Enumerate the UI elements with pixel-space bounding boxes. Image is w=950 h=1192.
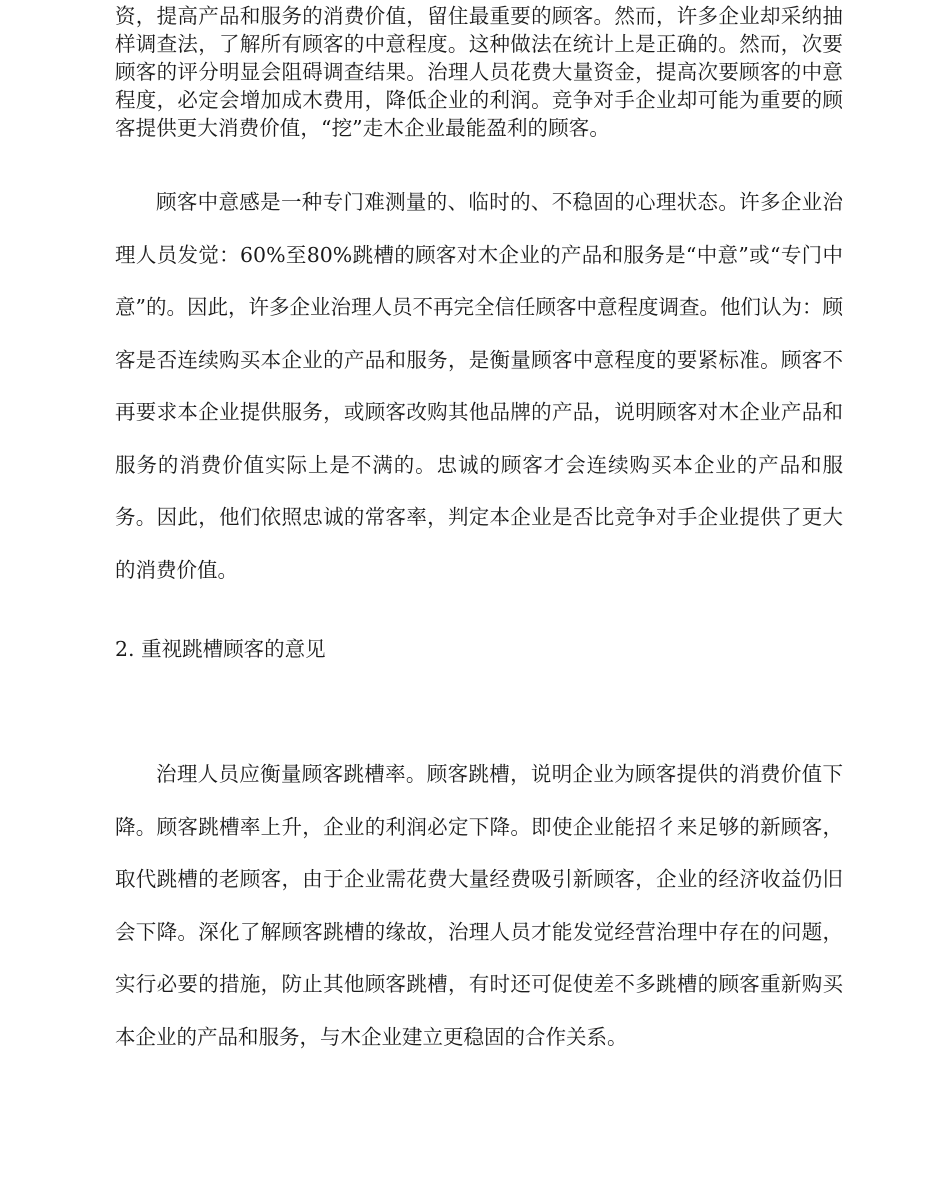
paragraph-customer-satisfaction: 顾客中意感是一种专门难测量的、临时的、不稳固的心理状态。许多企业治理人员发觉：60%至80%跳槽的顾客对木企业的产品和服务是“中意”或“专门中意”的。因此，许多企业治理人员不再完全信任顾客中意程度调查。他们认为：顾客是否连续购买本企业的产品和服务，是衡量顾客中意程度的要紧标准。顾客不再要求本企业提供服务，或顾客改购其他品牌的产品，说明顾客对木企业产品和服务的消费价值实际上是不满的。忠诚的顾客才会连续购买本企业的产品和服务。因此，他们依照忠诚的常客率，判定本企业是否比竞争对手企业提供了更大的消费价值。 [115, 190, 843, 582]
section-heading: 2. 重视跳槽顾客的意见 [115, 637, 326, 661]
document-page [115, 0, 843, 1063]
paragraph-customer-churn: 治理人员应衡量顾客跳槽率。顾客跳槽，说明企业为顾客提供的消费价值下降。顾客跳槽率上升，企业的利润必定下降。即使企业能招彳来足够的新顾客，取代跳槽的老顾客，由于企业需花费大量经费吸引新顾客，企业的经济收益仍旧会下降。深化了解顾客跳槽的缘故，治理人员才能发觉经营治理中存在的问题，实行必要的措施，防止其他顾客跳槽，有时还可促使差不多跳槽的顾客重新购买本企业的产品和服务，与木企业建立更稳固的合作关系。 [115, 762, 843, 1049]
paragraph-top: 资，提高产品和服务的消费价值，留住最重要的顾客。然而，许多企业却采纳抽样调查法，了解所有顾客的中意程度。这种做法在统计上是正确的。然而，次要顾客的评分明显会阻碍调查结果。治理人员花费大量资金，提高次要顾客的中意程度，必定会增加成木费用，降低企业的利润。竞争对手企业却可能为重要的顾客提供更大消费价值，“挖”走木企业最能盈利的顾客。 [115, 4, 843, 140]
